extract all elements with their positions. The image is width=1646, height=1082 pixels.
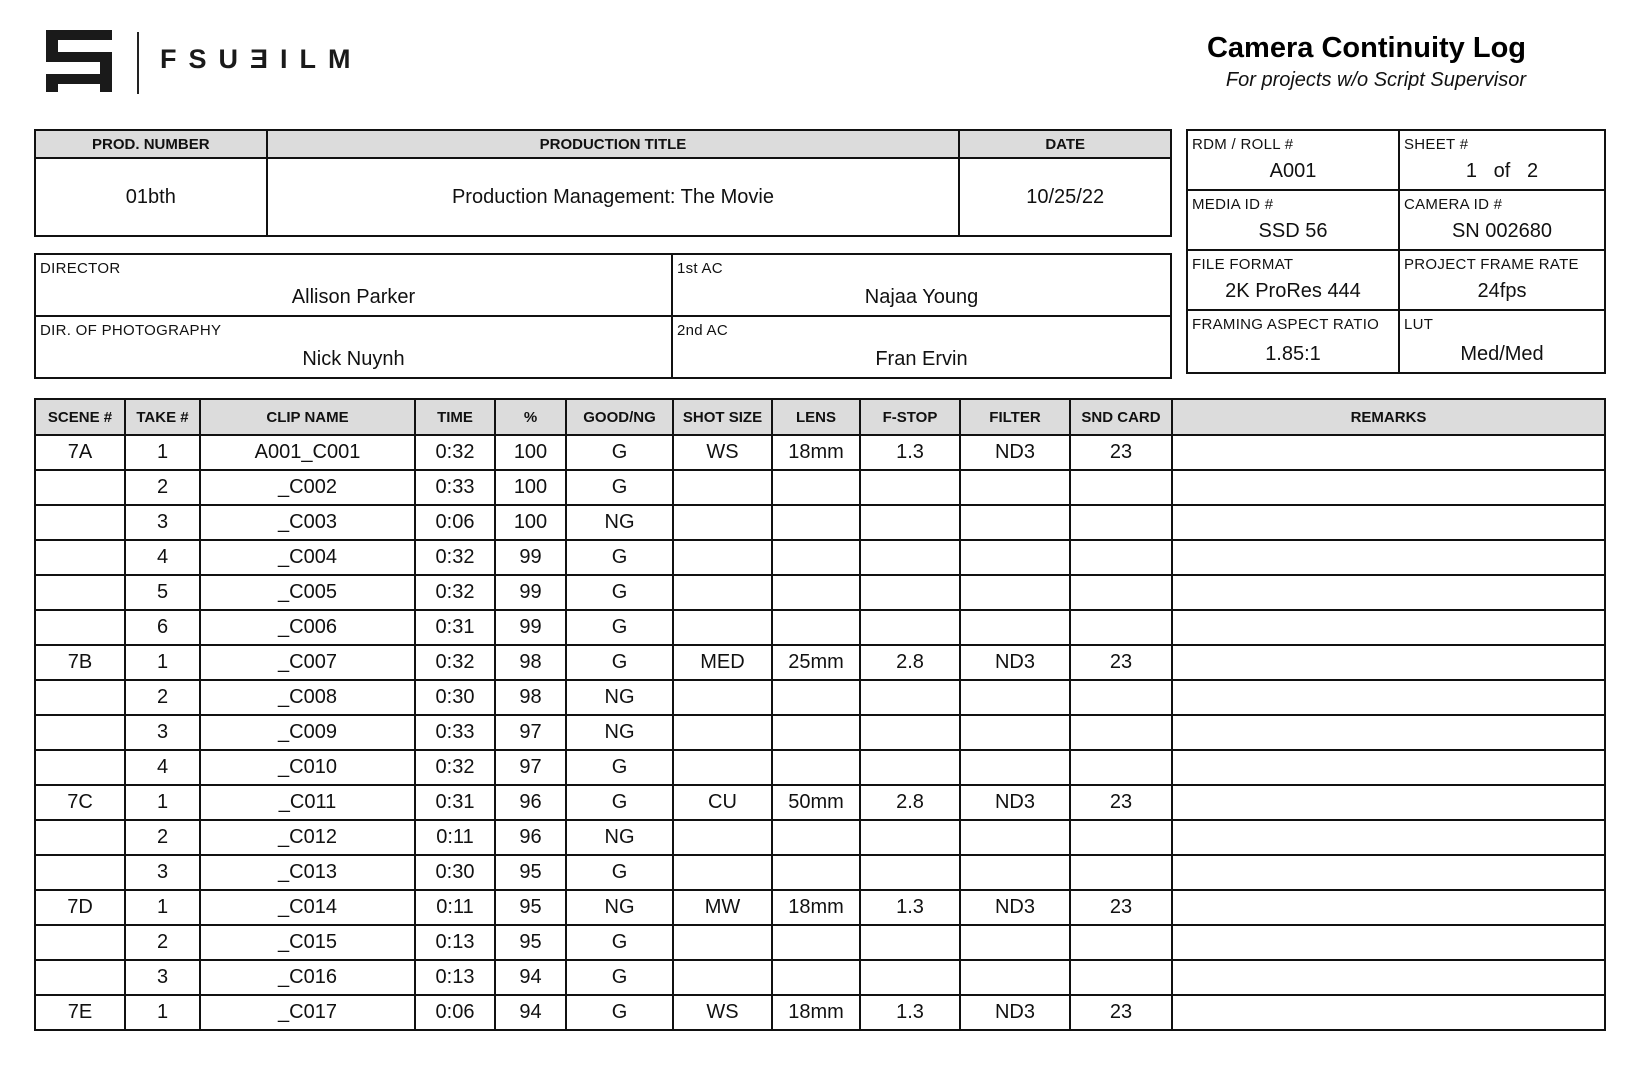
cell-scene[interactable] — [35, 505, 125, 540]
dp-cell[interactable] — [35, 316, 672, 378]
cell-take[interactable]: 3 — [125, 855, 200, 890]
cell-snd-card[interactable]: 23 — [1070, 785, 1172, 820]
table-row — [35, 715, 1605, 750]
cell-remarks[interactable] — [1172, 715, 1605, 750]
cell-f-stop[interactable] — [860, 820, 960, 855]
lut-cell[interactable] — [1399, 310, 1605, 373]
cell-snd-card[interactable]: 23 — [1070, 645, 1172, 680]
production-info-table — [34, 129, 1172, 237]
cell-filter[interactable]: ND3 — [960, 890, 1070, 925]
cell-snd-card[interactable] — [1070, 960, 1172, 995]
cell-shot-size[interactable] — [673, 855, 772, 890]
cell-filter[interactable] — [960, 855, 1070, 890]
cell-filter[interactable] — [960, 820, 1070, 855]
cell-scene[interactable] — [35, 470, 125, 505]
cell-lens[interactable] — [772, 575, 860, 610]
first-ac-value: Najaa Young — [864, 286, 979, 308]
cell-lens[interactable] — [772, 505, 860, 540]
cell-clip-name[interactable]: _C012 — [200, 820, 415, 855]
cell-snd-card[interactable] — [1070, 505, 1172, 540]
cell-percent[interactable]: 98 — [495, 645, 566, 680]
cell-good-ng[interactable]: G — [566, 855, 673, 890]
cell-f-stop[interactable]: 1.3 — [860, 890, 960, 925]
cell-good-ng[interactable]: G — [566, 540, 673, 575]
cell-remarks[interactable] — [1172, 785, 1605, 820]
dp-label: DIR. OF PHOTOGRAPHY — [40, 322, 222, 339]
cell-shot-size[interactable] — [673, 470, 772, 505]
cell-good-ng[interactable]: G — [566, 610, 673, 645]
cell-remarks[interactable] — [1172, 575, 1605, 610]
cell-clip-name[interactable]: _C015 — [200, 925, 415, 960]
aspect-ratio-label: FRAMING ASPECT RATIO — [1192, 316, 1380, 333]
production-title-value[interactable]: Production Management: The Movie — [267, 158, 960, 236]
cell-time[interactable]: 0:32 — [415, 540, 495, 575]
logo-divider — [137, 32, 139, 94]
media-id-label: MEDIA ID # — [1192, 196, 1274, 213]
cell-percent[interactable]: 95 — [495, 890, 566, 925]
cell-lens[interactable] — [772, 715, 860, 750]
cell-take[interactable]: 1 — [125, 890, 200, 925]
cell-good-ng[interactable]: G — [566, 960, 673, 995]
cell-shot-size[interactable] — [673, 540, 772, 575]
sheet-label: SHEET # — [1404, 136, 1469, 153]
cell-f-stop[interactable] — [860, 925, 960, 960]
cell-f-stop[interactable] — [860, 960, 960, 995]
cell-scene[interactable] — [35, 960, 125, 995]
cell-remarks[interactable] — [1172, 855, 1605, 890]
cell-f-stop[interactable] — [860, 715, 960, 750]
cell-lens[interactable] — [772, 820, 860, 855]
cell-time[interactable]: 0:30 — [415, 855, 495, 890]
camera-id-value: SN 002680 — [1451, 220, 1553, 242]
cell-scene[interactable] — [35, 820, 125, 855]
cell-filter[interactable] — [960, 610, 1070, 645]
cell-percent[interactable]: 96 — [495, 785, 566, 820]
cell-percent[interactable]: 96 — [495, 820, 566, 855]
table-row — [35, 505, 1605, 540]
cell-shot-size[interactable] — [673, 960, 772, 995]
media-id-cell[interactable] — [1187, 190, 1399, 250]
cell-filter[interactable] — [960, 925, 1070, 960]
col-header-lens: LENS — [772, 399, 860, 435]
cell-remarks[interactable] — [1172, 435, 1605, 470]
cell-shot-size[interactable]: MW — [673, 890, 772, 925]
cell-snd-card[interactable]: 23 — [1070, 890, 1172, 925]
first-ac-cell[interactable] — [672, 254, 1171, 316]
table-row — [35, 750, 1605, 785]
cell-take[interactable]: 1 — [125, 645, 200, 680]
cell-filter[interactable]: ND3 — [960, 645, 1070, 680]
cell-lens[interactable] — [772, 750, 860, 785]
cell-scene[interactable] — [35, 715, 125, 750]
cell-snd-card[interactable] — [1070, 855, 1172, 890]
cell-remarks[interactable] — [1172, 820, 1605, 855]
cell-filter[interactable]: ND3 — [960, 995, 1070, 1030]
cell-remarks[interactable] — [1172, 505, 1605, 540]
cell-scene[interactable] — [35, 750, 125, 785]
cell-percent[interactable]: 100 — [495, 470, 566, 505]
lut-label: LUT — [1404, 316, 1434, 333]
cell-filter[interactable] — [960, 575, 1070, 610]
cell-f-stop[interactable] — [860, 470, 960, 505]
cell-remarks[interactable] — [1172, 540, 1605, 575]
cell-time[interactable]: 0:32 — [415, 435, 495, 470]
cell-lens[interactable] — [772, 470, 860, 505]
cell-snd-card[interactable] — [1070, 750, 1172, 785]
cell-good-ng[interactable]: NG — [566, 680, 673, 715]
cell-time[interactable]: 0:13 — [415, 925, 495, 960]
cell-percent[interactable]: 97 — [495, 715, 566, 750]
cell-time[interactable]: 0:31 — [415, 610, 495, 645]
cell-remarks[interactable] — [1172, 750, 1605, 785]
cell-lens[interactable] — [772, 540, 860, 575]
cell-f-stop[interactable] — [860, 610, 960, 645]
table-row — [35, 785, 1605, 820]
table-row — [35, 680, 1605, 715]
cell-percent[interactable]: 99 — [495, 540, 566, 575]
col-header-f-stop: F-STOP — [860, 399, 960, 435]
camera-id-label: CAMERA ID # — [1404, 196, 1503, 213]
table-row — [35, 645, 1605, 680]
media-id-value: SSD 56 — [1258, 220, 1328, 242]
cell-filter[interactable] — [960, 960, 1070, 995]
cell-f-stop[interactable]: 1.3 — [860, 995, 960, 1030]
camera-id-cell[interactable] — [1399, 190, 1605, 250]
cell-filter[interactable]: ND3 — [960, 785, 1070, 820]
table-row — [35, 610, 1605, 645]
cell-f-stop[interactable] — [860, 540, 960, 575]
continuity-log-table — [34, 398, 1606, 1031]
date-value[interactable]: 10/25/22 — [959, 158, 1171, 236]
table-row — [35, 890, 1605, 925]
page-title: Camera Continuity Log — [1206, 32, 1526, 64]
cell-percent[interactable]: 97 — [495, 750, 566, 785]
cell-lens[interactable]: 50mm — [772, 785, 860, 820]
cell-f-stop[interactable] — [860, 575, 960, 610]
cell-clip-name[interactable]: _C007 — [200, 645, 415, 680]
cell-time[interactable]: 0:32 — [415, 575, 495, 610]
table-row — [35, 855, 1605, 890]
first-ac-label: 1st AC — [676, 260, 723, 277]
cell-lens[interactable] — [772, 680, 860, 715]
prod-number-header: PROD. NUMBER — [35, 130, 267, 158]
cell-time[interactable]: 0:33 — [415, 715, 495, 750]
cell-shot-size[interactable]: MED — [673, 645, 772, 680]
cell-time[interactable]: 0:06 — [415, 505, 495, 540]
cell-lens[interactable] — [772, 855, 860, 890]
director-value: Allison Parker — [291, 286, 416, 308]
cell-time[interactable]: 0:11 — [415, 890, 495, 925]
cell-filter[interactable] — [960, 540, 1070, 575]
cell-remarks[interactable] — [1172, 645, 1605, 680]
cell-clip-name[interactable]: _C005 — [200, 575, 415, 610]
cell-percent[interactable]: 95 — [495, 925, 566, 960]
file-format-label: FILE FORMAT — [1192, 256, 1294, 273]
roll-value: A001 — [1269, 160, 1317, 182]
cell-time[interactable]: 0:11 — [415, 820, 495, 855]
cell-shot-size[interactable]: WS — [673, 435, 772, 470]
cell-filter[interactable] — [960, 715, 1070, 750]
cell-good-ng[interactable]: G — [566, 435, 673, 470]
cell-scene[interactable] — [35, 540, 125, 575]
cell-shot-size[interactable] — [673, 505, 772, 540]
cell-good-ng[interactable]: G — [566, 995, 673, 1030]
cell-time[interactable]: 0:33 — [415, 470, 495, 505]
col-header-shot-size: SHOT SIZE — [673, 399, 772, 435]
cell-take[interactable]: 3 — [125, 505, 200, 540]
media-info-table — [1186, 129, 1606, 374]
director-label: DIRECTOR — [40, 260, 121, 277]
cell-take[interactable]: 3 — [125, 715, 200, 750]
cell-clip-name[interactable]: _C013 — [200, 855, 415, 890]
cell-remarks[interactable] — [1172, 890, 1605, 925]
cell-clip-name[interactable]: _C002 — [200, 470, 415, 505]
cell-clip-name[interactable]: _C010 — [200, 750, 415, 785]
cell-scene[interactable]: 7D — [35, 890, 125, 925]
cell-good-ng[interactable]: NG — [566, 890, 673, 925]
sheet-cell[interactable] — [1399, 130, 1605, 190]
cell-snd-card[interactable] — [1070, 575, 1172, 610]
cell-shot-size[interactable] — [673, 680, 772, 715]
fsu-film-logo-icon — [44, 28, 116, 94]
table-row — [35, 435, 1605, 470]
col-header-filter: FILTER — [960, 399, 1070, 435]
cell-lens[interactable] — [772, 610, 860, 645]
cell-percent[interactable]: 100 — [495, 435, 566, 470]
cell-good-ng[interactable]: G — [566, 785, 673, 820]
cell-scene[interactable]: 7A — [35, 435, 125, 470]
cell-snd-card[interactable] — [1070, 540, 1172, 575]
cell-good-ng[interactable]: G — [566, 750, 673, 785]
cell-time[interactable]: 0:32 — [415, 750, 495, 785]
cell-time[interactable]: 0:13 — [415, 960, 495, 995]
cell-take[interactable]: 2 — [125, 470, 200, 505]
cell-scene[interactable] — [35, 855, 125, 890]
cell-clip-name[interactable]: _C016 — [200, 960, 415, 995]
cell-good-ng[interactable]: G — [566, 470, 673, 505]
cell-filter[interactable]: ND3 — [960, 435, 1070, 470]
cell-percent[interactable]: 94 — [495, 960, 566, 995]
cell-shot-size[interactable]: CU — [673, 785, 772, 820]
cell-shot-size[interactable] — [673, 820, 772, 855]
cell-good-ng[interactable]: NG — [566, 505, 673, 540]
cell-good-ng[interactable]: NG — [566, 820, 673, 855]
cell-take[interactable]: 4 — [125, 540, 200, 575]
table-row — [35, 540, 1605, 575]
cell-f-stop[interactable] — [860, 855, 960, 890]
cell-lens[interactable]: 25mm — [772, 645, 860, 680]
cell-filter[interactable] — [960, 505, 1070, 540]
cell-filter[interactable] — [960, 680, 1070, 715]
lut-value: Med/Med — [1460, 343, 1544, 365]
cell-clip-name[interactable]: _C009 — [200, 715, 415, 750]
aspect-ratio-cell[interactable] — [1187, 310, 1399, 373]
col-header-percent: % — [495, 399, 566, 435]
cell-clip-name[interactable]: A001_C001 — [200, 435, 415, 470]
col-header-snd-card: SND CARD — [1070, 399, 1172, 435]
table-row — [35, 470, 1605, 505]
cell-remarks[interactable] — [1172, 995, 1605, 1030]
cell-time[interactable]: 0:32 — [415, 645, 495, 680]
cell-remarks[interactable] — [1172, 470, 1605, 505]
cell-lens[interactable] — [772, 960, 860, 995]
title-block — [1207, 32, 1526, 92]
prod-number-value[interactable]: 01bth — [35, 158, 267, 236]
cell-scene[interactable] — [35, 680, 125, 715]
cell-scene[interactable] — [35, 925, 125, 960]
cell-remarks[interactable] — [1172, 680, 1605, 715]
aspect-ratio-value: 1.85:1 — [1265, 343, 1321, 365]
cell-scene[interactable] — [35, 575, 125, 610]
cell-take[interactable]: 2 — [125, 820, 200, 855]
second-ac-cell[interactable] — [672, 316, 1171, 378]
cell-time[interactable]: 0:30 — [415, 680, 495, 715]
cell-f-stop[interactable] — [860, 750, 960, 785]
cell-clip-name[interactable]: _C006 — [200, 610, 415, 645]
cell-f-stop[interactable]: 2.8 — [860, 785, 960, 820]
page-subtitle: For projects w/o Script Supervisor — [1225, 69, 1526, 91]
col-header-good-ng: GOOD/NG — [566, 399, 673, 435]
cell-clip-name[interactable]: _C008 — [200, 680, 415, 715]
col-header-scene: SCENE # — [35, 399, 125, 435]
cell-clip-name[interactable]: _C003 — [200, 505, 415, 540]
cell-percent[interactable]: 95 — [495, 855, 566, 890]
cell-take[interactable]: 1 — [125, 435, 200, 470]
cell-shot-size[interactable] — [673, 750, 772, 785]
cell-shot-size[interactable] — [673, 575, 772, 610]
cell-shot-size[interactable]: WS — [673, 995, 772, 1030]
cell-f-stop[interactable] — [860, 505, 960, 540]
brand-logo — [44, 28, 364, 98]
cell-scene[interactable]: 7E — [35, 995, 125, 1030]
cell-lens[interactable]: 18mm — [772, 890, 860, 925]
cell-snd-card[interactable] — [1070, 610, 1172, 645]
production-title-header: PRODUCTION TITLE — [267, 130, 960, 158]
cell-lens[interactable]: 18mm — [772, 435, 860, 470]
cell-snd-card[interactable] — [1070, 820, 1172, 855]
file-format-cell[interactable] — [1187, 250, 1399, 310]
second-ac-label: 2nd AC — [676, 322, 728, 339]
cell-clip-name[interactable]: _C014 — [200, 890, 415, 925]
cell-remarks[interactable] — [1172, 960, 1605, 995]
cell-time[interactable]: 0:06 — [415, 995, 495, 1030]
cell-shot-size[interactable] — [673, 925, 772, 960]
cell-snd-card[interactable] — [1070, 715, 1172, 750]
sheet-value: 1 of 2 — [1465, 160, 1539, 182]
frame-rate-cell[interactable] — [1399, 250, 1605, 310]
date-header: DATE — [959, 130, 1171, 158]
frame-rate-value: 24fps — [1477, 280, 1527, 302]
cell-take[interactable]: 6 — [125, 610, 200, 645]
cell-snd-card[interactable]: 23 — [1070, 995, 1172, 1030]
cell-scene[interactable]: 7B — [35, 645, 125, 680]
cell-remarks[interactable] — [1172, 925, 1605, 960]
cell-f-stop[interactable] — [860, 680, 960, 715]
cell-snd-card[interactable] — [1070, 470, 1172, 505]
cell-f-stop[interactable]: 1.3 — [860, 435, 960, 470]
table-row — [35, 820, 1605, 855]
cell-take[interactable]: 2 — [125, 680, 200, 715]
cell-scene[interactable]: 7C — [35, 785, 125, 820]
cell-take[interactable]: 2 — [125, 925, 200, 960]
cell-clip-name[interactable]: _C011 — [200, 785, 415, 820]
cell-good-ng[interactable]: NG — [566, 715, 673, 750]
director-cell[interactable] — [35, 254, 672, 316]
table-row — [35, 960, 1605, 995]
cell-remarks[interactable] — [1172, 610, 1605, 645]
cell-percent[interactable]: 99 — [495, 610, 566, 645]
file-format-value: 2K ProRes 444 — [1225, 280, 1361, 302]
log-body — [35, 435, 1605, 1030]
cell-snd-card[interactable] — [1070, 680, 1172, 715]
roll-label: RDM / ROLL # — [1192, 136, 1294, 153]
crew-table — [34, 253, 1172, 379]
cell-f-stop[interactable]: 2.8 — [860, 645, 960, 680]
cell-take[interactable]: 1 — [125, 995, 200, 1030]
col-header-remarks: REMARKS — [1172, 399, 1605, 435]
cell-take[interactable]: 4 — [125, 750, 200, 785]
second-ac-value: Fran Ervin — [875, 348, 968, 370]
frame-rate-label: PROJECT FRAME RATE — [1404, 256, 1579, 273]
cell-take[interactable]: 3 — [125, 960, 200, 995]
cell-clip-name[interactable]: _C004 — [200, 540, 415, 575]
logo-wordmark: FSUƎILM — [160, 44, 363, 74]
cell-percent[interactable]: 100 — [495, 505, 566, 540]
cell-shot-size[interactable] — [673, 610, 772, 645]
cell-percent[interactable]: 99 — [495, 575, 566, 610]
log-header-row — [35, 399, 1605, 435]
table-row — [35, 995, 1605, 1030]
cell-good-ng[interactable]: G — [566, 925, 673, 960]
cell-percent[interactable]: 98 — [495, 680, 566, 715]
cell-clip-name[interactable]: _C017 — [200, 995, 415, 1030]
cell-time[interactable]: 0:31 — [415, 785, 495, 820]
cell-filter[interactable] — [960, 750, 1070, 785]
cell-filter[interactable] — [960, 470, 1070, 505]
table-row — [35, 925, 1605, 960]
col-header-clip-name: CLIP NAME — [200, 399, 415, 435]
cell-scene[interactable] — [35, 610, 125, 645]
cell-shot-size[interactable] — [673, 715, 772, 750]
cell-take[interactable]: 1 — [125, 785, 200, 820]
cell-good-ng[interactable]: G — [566, 645, 673, 680]
cell-good-ng[interactable]: G — [566, 575, 673, 610]
cell-percent[interactable]: 94 — [495, 995, 566, 1030]
cell-lens[interactable] — [772, 925, 860, 960]
dp-value: Nick Nuynh — [302, 348, 405, 370]
cell-take[interactable]: 5 — [125, 575, 200, 610]
col-header-time: TIME — [415, 399, 495, 435]
cell-lens[interactable]: 18mm — [772, 995, 860, 1030]
roll-cell[interactable] — [1187, 130, 1399, 190]
table-row — [35, 575, 1605, 610]
col-header-take: TAKE # — [125, 399, 200, 435]
cell-snd-card[interactable] — [1070, 925, 1172, 960]
cell-snd-card[interactable]: 23 — [1070, 435, 1172, 470]
